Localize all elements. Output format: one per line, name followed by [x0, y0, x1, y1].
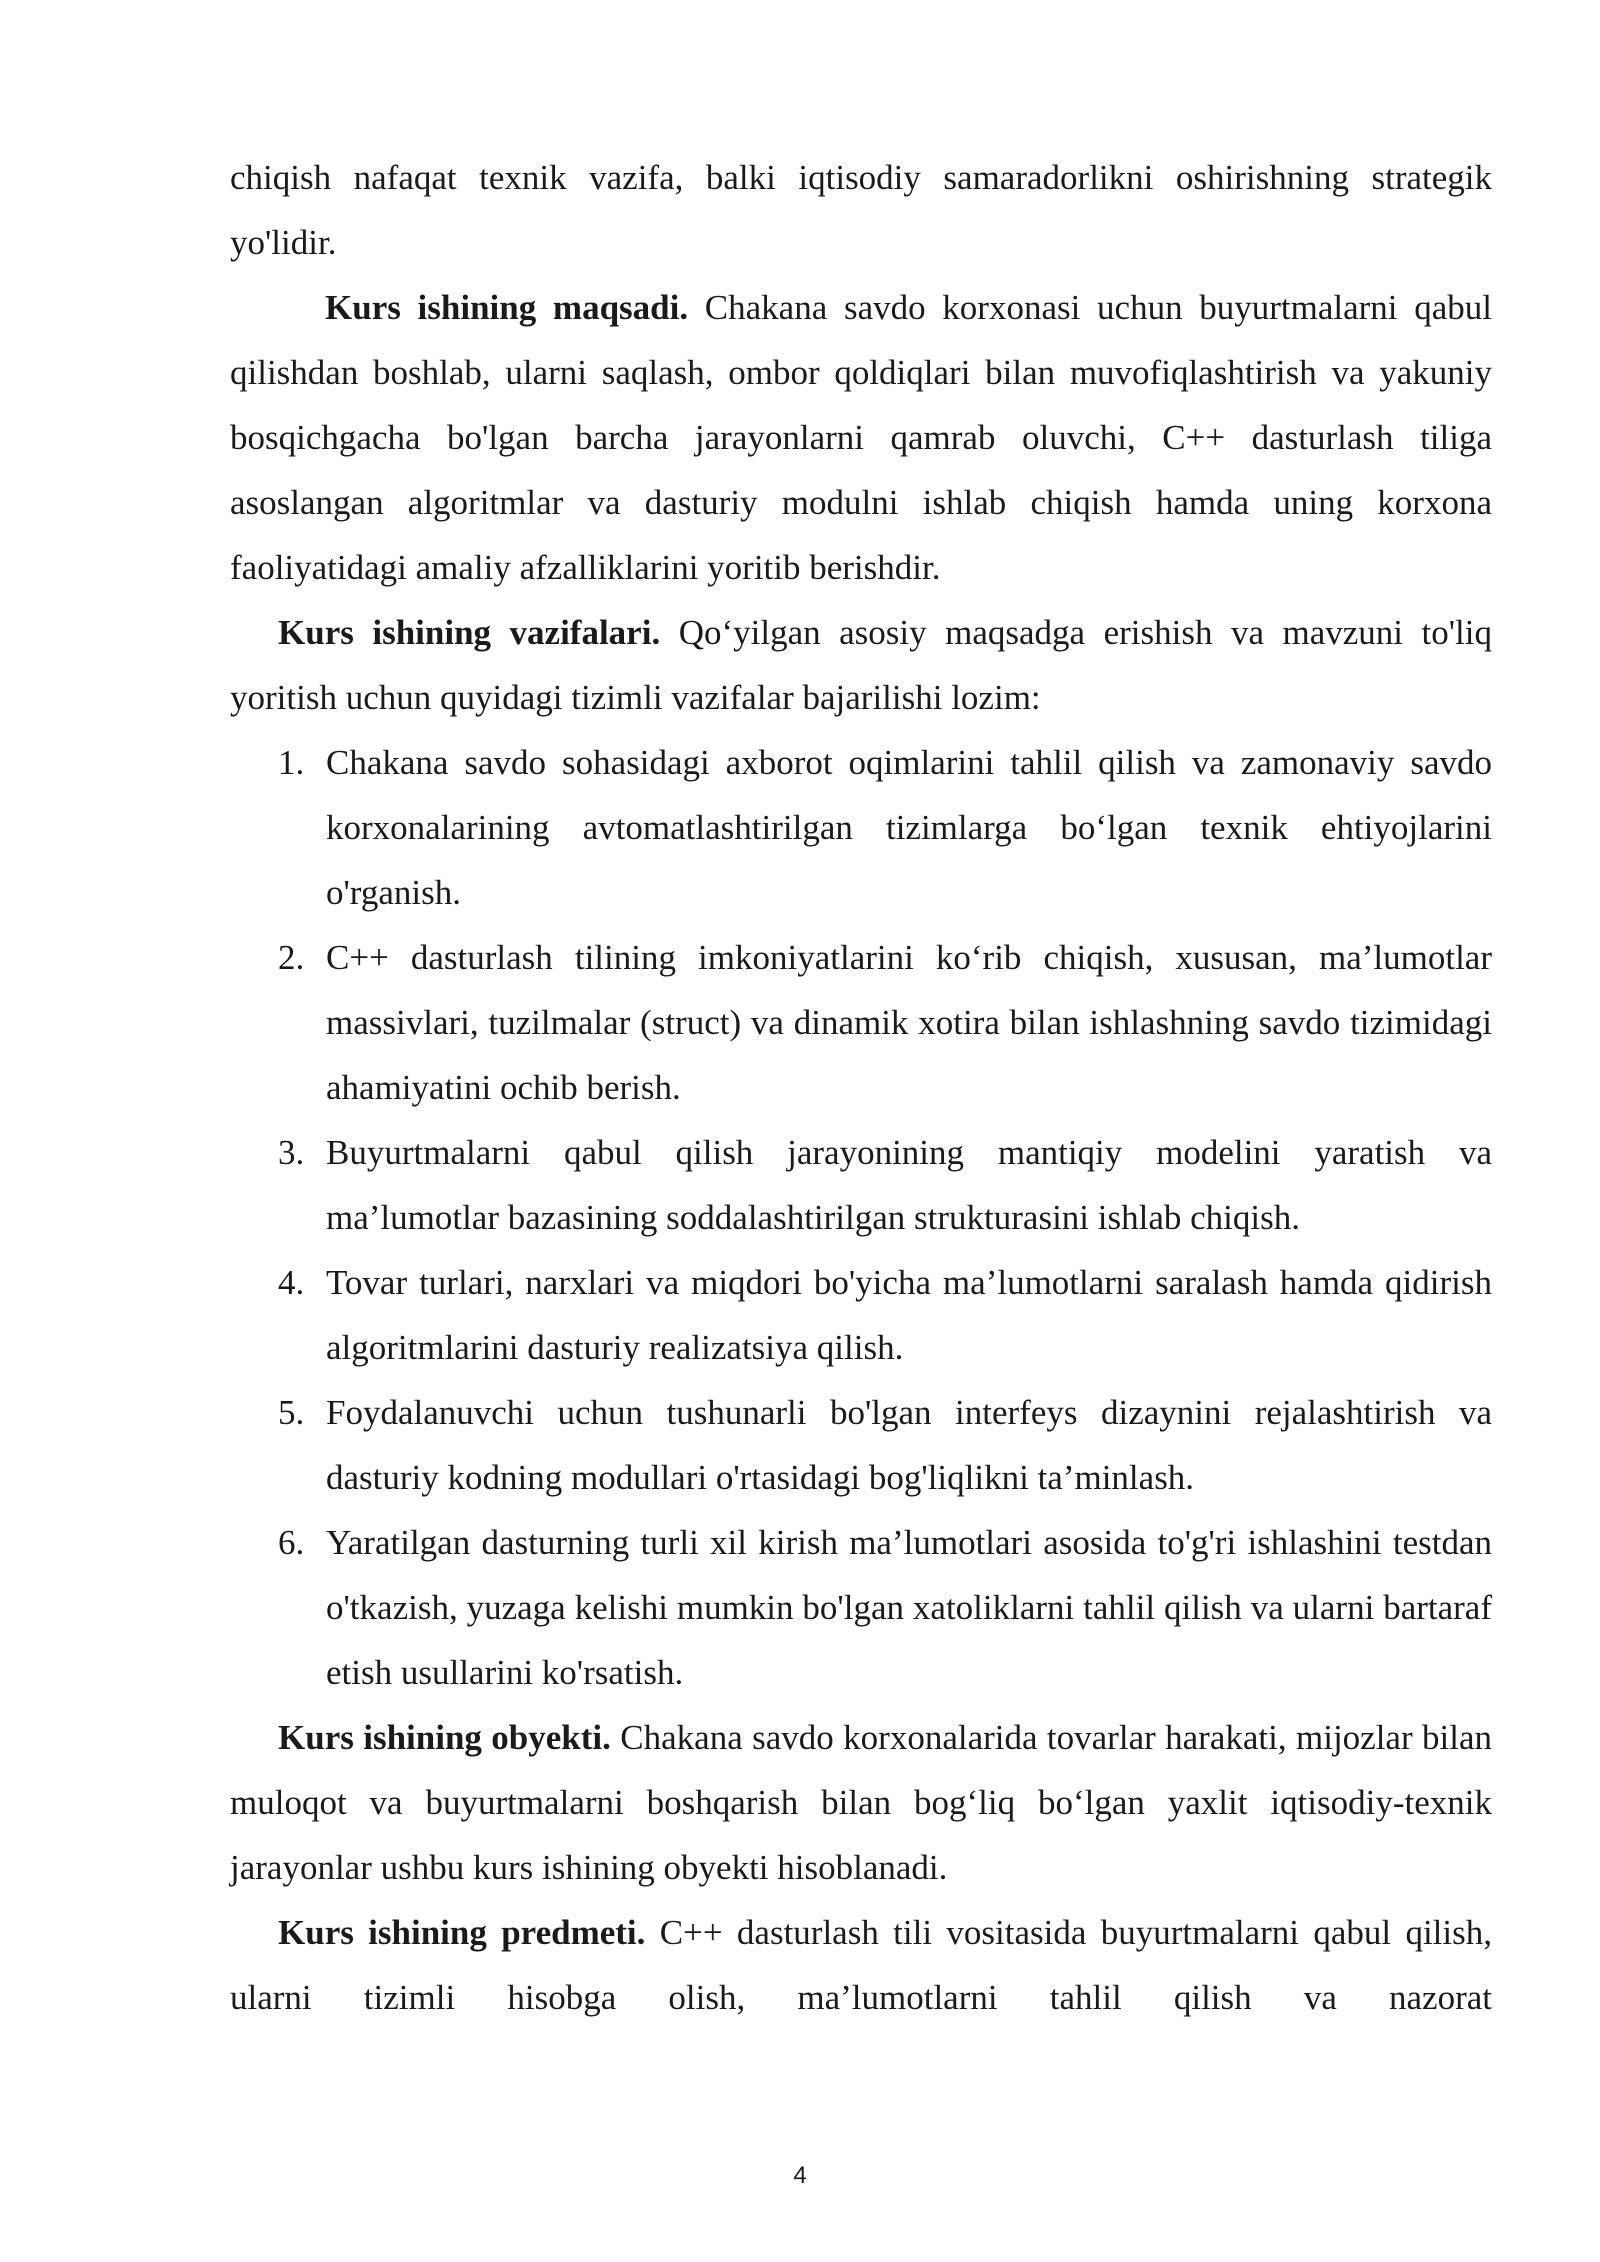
- list-item-number: 3.: [278, 1133, 305, 1172]
- intro-paragraph: [230, 145, 1492, 275]
- tasks-intro-text: Qo‘yilgan asosiy maqsadga erishish va mavzuni to'liq yoritish uchun quyidagi tizimli vazifalar bajarilishi lozim:: [230, 613, 1493, 717]
- list-item-number: 4.: [278, 1263, 305, 1302]
- page-body: [230, 145, 1492, 2030]
- tasks-paragraph: [230, 600, 1492, 730]
- list-item: [230, 1250, 1492, 1380]
- goal-text: Chakana savdo korxonasi uchun buyurtmalarni qabul qilishdan boshlab, ularni saqlash, ombor qoldiqlari bilan muvofiqlashtirish va yakuniy bosqichgacha bo'lgan barcha jarayonlarni qamrab oluvchi, C++ dasturlash tiliga asoslangan algoritmlar va dasturiy modulni ishlab chiqish hamda uning korxona faoliyatidagi amaliy afzalliklarini yoritib berishdir.: [230, 288, 1492, 587]
- list-item-text: Tovar turlari, narxlari va miqdori bo'yicha ma’lumotlarni saralash hamda qidirish algoritmlarini dasturiy realizatsiya qilish.: [326, 1263, 1492, 1367]
- list-item: [230, 1380, 1492, 1510]
- goal-heading: Kurs ishining maqsadi.: [325, 288, 689, 327]
- tasks-list: [230, 730, 1492, 1705]
- intro-text: chiqish nafaqat texnik vazifa, balki iqtisodiy samaradorlikni oshirishning strategik yo'lidir.: [230, 158, 1492, 262]
- list-item-number: 2.: [278, 938, 305, 977]
- list-item-text: Chakana savdo sohasidagi axborot oqimlarini tahlil qilish va zamonaviy savdo korxonalarining avtomatlashtirilgan tizimlarga bo‘lgan texnik ehtiyojlarini o'rganish.: [326, 743, 1492, 912]
- list-item-number: 1.: [278, 743, 305, 782]
- list-item-number: 5.: [278, 1393, 305, 1432]
- subject-text: C++ dasturlash tili vositasida buyurtmalarni qabul qilish, ularni tizimli hisobga olish, ma’lumotlarni tahlil qilish va nazorat: [230, 1913, 1492, 2017]
- list-item-text: Yaratilgan dasturning turli xil kirish ma’lumotlari asosida to'g'ri ishlashini testdan o'tkazish, yuzaga kelishi mumkin bo'lgan xatoliklarni tahlil qilish va ularni bartaraf etish usullarini ko'rsatish.: [326, 1523, 1492, 1692]
- page-number: 4: [793, 2162, 807, 2189]
- list-item: [230, 1120, 1492, 1250]
- list-item-text: Buyurtmalarni qabul qilish jarayonining mantiqiy modelini yaratish va ma’lumotlar bazasining soddalashtirilgan strukturasini ishlab chiqish.: [326, 1133, 1492, 1237]
- object-paragraph: [230, 1705, 1492, 1900]
- list-item: [230, 730, 1492, 925]
- list-item-text: Foydalanuvchi uchun tushunarli bo'lgan interfeys dizaynini rejalashtirish va dasturiy kodning modullari o'rtasidagi bog'liqlikni ta’minlash.: [326, 1393, 1492, 1497]
- tasks-heading: Kurs ishining vazifalari.: [278, 613, 661, 652]
- object-heading: Kurs ishining obyekti.: [278, 1718, 611, 1757]
- list-item-number: 6.: [278, 1523, 305, 1562]
- list-item-text: C++ dasturlash tilining imkoniyatlarini ko‘rib chiqish, xususan, ma’lumotlar massivlari, tuzilmalar (struct) va dinamik xotira bilan ishlashning savdo tizimidagi ahamiyatini ochib berish.: [326, 938, 1492, 1107]
- list-item: [230, 1510, 1492, 1705]
- object-text: Chakana savdo korxonalarida tovarlar harakati, mijozlar bilan muloqot va buyurtmalarni boshqarish bilan bog‘liq bo‘lgan yaxlit iqtisodiy-texnik jarayonlar ushbu kurs ishining obyekti hisoblanadi.: [230, 1718, 1492, 1887]
- subject-heading: Kurs ishining predmeti.: [278, 1913, 646, 1952]
- subject-paragraph: [230, 1900, 1492, 2030]
- list-item: [230, 925, 1492, 1120]
- goal-paragraph: [230, 275, 1492, 600]
